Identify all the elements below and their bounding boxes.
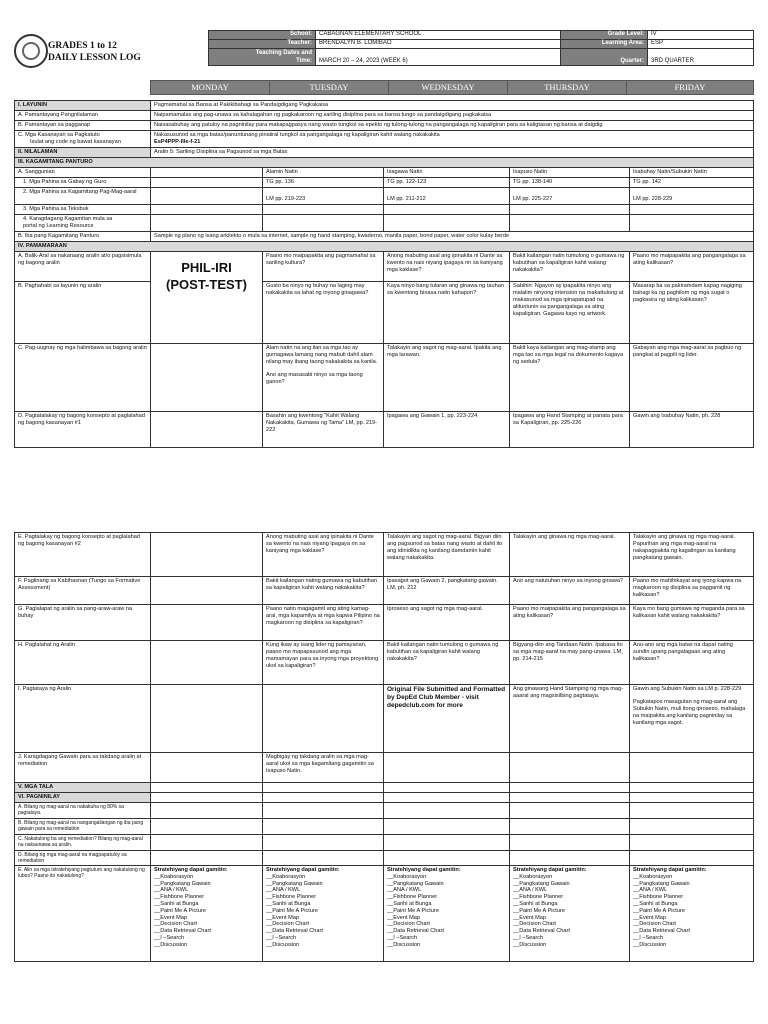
area-label: Learning Area: [561,40,648,49]
page-1 [0,0,768,488]
d2-label: D. Bilang ng mga mag-aaral na magpapatuloy sa remediation [15,851,151,866]
strat-list-tue: Stratehiyang dapat gamitin: __Koaborasyon __Pangkatang Gawain __ANA / KWL __Fishbone Planner __Sanhi at Bunga __Paint Me A Picture __Event Map __Decision Chart __Data Retrieval Chart __I –Search __Discussion [263,866,384,962]
quarter-label: Quarter: [561,49,648,66]
watermark-text: Original File Submitted and Formatted by DepEd Club Member - visit depedclub.com for more [384,685,510,753]
nilalaman-value: Aralin 5: Sariling Disiplina sa Pagsunod sa mga Batas [151,148,754,158]
iba-value: Sample ng plano ng isang arkitekto o mula sa internet, sample ng hand stamping, kwaderno, manila paper, bond paper, water color kulay berde [151,232,754,242]
gabay-label: 1. Mga Pahina sa Gabay ng Guro [15,178,151,188]
b2-label: B. Bilang ng mag-aaral na nangangailangan ng iba pang gawain para sa remediation [15,819,151,835]
j-label: J. Karagdagang Gawain para sa takdang aralin at remediation [15,753,151,783]
paghahabi-label: B. Paghahabi sa layunin ng aralin [15,282,151,344]
day-wednesday: WEDNESDAY [389,81,508,95]
a2-label: A. Bilang ng mag-aaral na nakakuha ng 80% sa pagtataya. [15,803,151,819]
lesson-table-1: I. LAYUNIN Pagmamahal sa Bansa at Pakikibahagi sa Pandaigdigang Pagkakaisa A. Pamantayang Pangnilalaman Naipamamalas ang pag-unawa sa kahalagahan ng pagkakaroon ng sariling disiplina para sa bansa tungo sa pandaigdigang pagkakaisa B. Pamantayan sa pagganap Naisasabuhay ang patuloy na pagninilay para makapagpasya nang wasto tungkol sa epekto ng tulong-tulong na pangangalaga ng kapaligiran para sa kaligtasan ng bansa at daigdig C. Mga Kasanayan sa Pagkatuto Isulat ang code ng bawat kasanayan Nakasusunod sa mga batas/panuntunang pinaiiral tungkol sa pangangalaga ng kapaligiran kahit walang nakakakita EsP4PPP-IIIe-f-21 II. NILALAMAN Aralin 5: Sariling Disiplina sa Pagsunod sa mga Batas III. KAGAMITANG PANTURO A. Sanggunian Alamin Natin Isagawa Natin Isapuso Natin Isabuhay Natin/Subukin Natin 1. Mga Pahina sa Gabay ng Guro TG pp. 136 TG pp. 122-123 TG pp. 138-140 TG pp. 142 2. Mga Pahina sa Kagamitang Pag-Mag-aaral LM pp. 219-223 LM pp. 211-212 LM pp. 225-227 LM pp. 228-229 3. Mga Pahina sa Teksbuk 4. Karagdagang Kagamitan mula sa portal ng Learning Resource B. Iba pang Kagamitang Panturo Sample ng plano ng isang arkitekto o mula sa internet, sample ng hand stamping, kwaderno, manila paper, bond paper, water color kulay berde IV. PAMAMARAAN A. Balik-Aral sa nakaraang aralin at/o pagsisimula ng bagong aralin PHIL-IRI (POST-TEST) Paano mo maipapakita ang pagmamahal sa sariling kultura? Anong mabuting asal ang ipinakita ni Dante sa kwento na nais niyang ipagaya rin sa kaniyang mga kaklase? Bakit kailangan natin tumulong o gumawa ng kabutihan sa kapaligiran kahit walang nakakakita? Paano mo maipapakita ang pangangalaga sa ating kalikasan? B. Paghahabi sa layunin ng aralin Gusto ba ninyo ng buhay na laging may nakakakita sa lahat ng inyong ginagawa? Kaya ninyo bang tularan ang ginawa ng tauhan sa kwentong binasa natin kahapon? Sabihin: Ngayon ay ipapakita ninyo ang malalim ninyong intension na makattulong at makasunod sa mga ipinapatupad na alituntunin sa pangangalaga sa ating kapaligiran. Gagawa kayo ng artwork. Masarap ba sa pakiramdam kapag nagiging bahagi ka ng paghilom ng mga sugat o pagkasira ng ating kalikasan? C. Pag-uugnay ng mga halimbawa sa bagong aralin Alam natin na ang ilan sa mga tao ay gumagawa lamang nang mabuti dahil alam nilang may ibang taong nakakakita sa kanila. Ano ang masasabi ninyo sa mga taong ganon? Talakayin ang sagot ng mag-aaral. Ipakita ang mga larawan. Bakit kaya kailangan ang mag-stamp ang mga tao sa mga legal na dokumento kagaya ng sedula? Gabayan ang mga mag-aaral sa pagbuo ng pangkat at pagpili ng lider. D. Pagtatalakay ng bagong konsepto at paglalahad ng bagong kasanayan #1 Basahin ang kwentong "Kahit Walang Nakakakita, Gumawa ng Tama" LM, pp. 219-222 Ipagawa ang Gawain 1, pp. 223-224 Ipagawa ang Hand Stamping at panata para sa Kapaligiran, pp. 225-226 Gawin ang Isabuhay Natin, ph. 228 [14,100,754,448]
sanggunian-label: A. Sanggunian [15,168,151,178]
v-label: V. MGA TALA [15,783,151,793]
kasanayan-label: C. Mga Kasanayan sa Pagkatuto Isulat ang code ng bawat kasanayan [15,131,151,148]
pamamaraan-label: IV. PAMAMARAAN [15,242,754,252]
pamantayan-value: Naipamamalas ang pag-unawa sa kahalagahan ng pagkakaroon ng sariling disiplina para sa bansa tungo sa pandaigdigang pagkakaisa [151,111,754,121]
balik-label: A. Balik-Aral sa nakaraang aralin at/o pagsisimula ng bagong aralin [15,252,151,282]
strat-list-wed: Stratehiyang dapat gamitin: __Koaborasyon __Pangkatang Gawain __ANA / KWL __Fishbone Planner __Sanhi at Bunga __Paint Me A Picture __Event Map __Decision Chart __Data Retrieval Chart __I –Search __Discussion [384,866,510,962]
strat-list-mon: Stratehiyang dapat gamitin: __Koaborasyon __Pangkatang Gawain __ANA / KWL __Fishbone Planner __Sanhi at Bunga __Paint Me A Picture __Event Map __Decision Chart __Data Retrieval Chart __I –Search __Discussion [151,866,263,962]
days-header [150,80,754,95]
col-isapuso: Isapuso Natin [510,168,630,178]
day-tuesday: TUESDAY [270,81,389,95]
f-label: F. Paglinang sa Kabihasnan (Tungo sa Formative Assessment) [15,577,151,605]
area-value: ESP [648,40,754,49]
pag-uugnay-label: C. Pag-uugnay ng mga halimbawa sa bagong aralin [15,344,151,412]
g-label: G. Paglalapat ng aralin sa pang-araw-araw na buhay [15,605,151,641]
nilalaman-label: II. NILALAMAN [15,148,151,158]
day-thursday: THURSDAY [508,81,627,95]
school-value: CABAGNAN ELEMENTARY SCHOOL [316,31,561,40]
layunin-value: Pagmamahal sa Bansa at Pakikibahagi sa Pandaigdigang Pagkakaisa [151,101,754,111]
teksbuk-label: 3. Mga Pahina sa Teksbuk [15,205,151,215]
grade-label: Grade Level: [561,31,648,40]
pagganap-label: B. Pamantayan sa pagganap [15,121,151,131]
kagamitan-mag-label: 2. Mga Pahina sa Kagamitang Pag-Mag-aaral [15,188,151,205]
page-2 [0,528,768,1024]
strat-list-thu: Stratehiyang dapat gamitin: __Koaborasyon __Pangkatang Gawain __ANA / KWL __Fishbone Planner __Sanhi at Bunga __Paint Me A Picture __Event Map __Decision Chart __Data Retrieval Chart __I –Search __Discussion [510,866,630,962]
title-line-2: DAILY LESSON LOG [48,53,141,63]
lesson-table-2: E. Pagtalakay ng bagong konsepto at paglalahad ng bagong kasanayan #2 Anong mabuting asal ang ipinakita ni Dante sa kwento na nais niyang ipagaya rin sa kaniyang mga kaklase? Talakayin ang sagot ng mag-aaral. Bigyan diin ang pagsunod sa batas nang wasto at dahil ito ang idinidikta ng kanilang damdamin kahit walang nakakakita. Talakayin ang ginawa ng mga mag-aaral. Talakayin ang ginawa ng mga mag-aaral. Papurihan ang mga mag-aaral na nakapagpakita ng kagalingan sa kanilang pangkatang gawain. F. Paglinang sa Kabihasnan (Tungo sa Formative Assessment) Bakit kailangan nating gumawa ng kabutihan sa kapaligiran kahit walang nakakakita? Ipasagot ang Gawain 2, pangkatang gawain. LM, ph. 212 Ano ang natutuhan ninyo sa inyong ginawa? Paano mo mahihikayat ang iyong kapwa na magkaroon ng disiplina sa paggamit ng kalikasan? G. Paglalapat ng aralin sa pang-araw-araw na buhay Paano natin magagamit ang ating kamag-aral, mga kapamilya at mga kapwa Pilipino na magkaroon ng disiplina sa kapaligiran? Iproseso ang sagot ng mga mag-aaral. Paano mo maipapakita ang pangangalaga sa ating kalikasan? Kaya mo bang gumawa ng maganda para sa kalikasan kahit walang nakakakita? H. Paglalahat ng Aralin Kung ikaw ay isang lider ng pamayanan, paano mo mapapasunod ang mga mamamayan para sa inyong mga proyektong ukol sa kapaligiran? Bakit kailangan natin tumulong o gumawa ng kabutihan sa kapaligiran kahit walang nakakakita? Bigyang-diin ang Tandaan Natin. Ipabasa ito sa mga mag-aaral na may pang-unawa. LM, pp. 214-215 Anu-ano ang mga batas na dapat nating sundin upang pangalagaan ang ating kalikasan? I. Pagtataya ng Aralin Original File Submitted and Formatted by DepEd Club Member - visit depedclub.com for more Ang ginawang Hand Stamping ng mga mag-aaaral ang magsisilbing pagtataya. Gawin ang Subukin Natin sa LM p. 228-229 Pagkatapos masagutan ng mag-aaral ang Subukin Natin, muli itong iproseso, mahalaga na maipakita ang kanilang pagninilay sa kanilang mga sagot. J. Karagdagang Gawain para sa takdang aralin at remediation Magbigay ng takdang aralin sa mga mag-aaral ukol sa mga kagamitang gagamitin sa Isapuso Natin. V. MGA TALA VI. PAGNINILAY A. Bilang ng mag-aaral na nakakuha ng 80% sa pagtataya. B. Bilang ng mag-aaral na nangangailangan ng iba pang gawain para sa remediation C. Nakatulong ba ang remediation? Bilang ng mag-aaral na nakaunawa sa aralin. D. Bilang ng mga mag-aaral na magpapatuloy sa remediation E. Alin sa mga istratehiyang pagtuturo ang nakatulong ng lubos? Paano ito nakatulong? Stratehiyang dapat gamitin: __Koaborasyon __Pangkatang Gawain __ANA / KWL __Fishbone Planner __Sanhi at Bunga __Paint Me A Picture __Event Map __Decision Chart __Data Retrieval Chart __I –Search __Discussion Stratehiyang dapat gamitin: __Koaborasyon __Pangkatang Gawain __ANA / KWL __Fishbone Planner __Sanhi at Bunga __Paint Me A Picture __Event Map __Decision Chart __Data Retrieval Chart __I –Search __Discussion Stratehiyang dapat gamitin: __Koaborasyon __Pangkatang Gawain __ANA / KWL __Fishbone Planner __Sanhi at Bunga __Paint Me A Picture __Event Map __Decision Chart __Data Retrieval Chart __I –Search __Discussion Stratehiyang dapat gamitin: __Koaborasyon __Pangkatang Gawain __ANA / KWL __Fishbone Planner __Sanhi at Bunga __Paint Me A Picture __Event Map __Decision Chart __Data Retrieval Chart __I –Search __Discussion Stratehiyang dapat gamitin: __Koaborasyon __Pangkatang Gawain __ANA / KWL __Fishbone Planner __Sanhi at Bunga __Paint Me A Picture __Event Map __Decision Chart __Data Retrieval Chart __I –Search __Discussion [14,532,754,962]
e2-label: E. Alin sa mga istratehiyang pagtuturo ang nakatulong ng lubos? Paano ito nakatulong? [15,866,151,962]
day-monday: MONDAY [151,81,270,95]
dll-title [48,40,141,64]
col-isagawa: Isagawa Natin [384,168,510,178]
i-label: I. Pagtataya ng Aralin [15,685,151,753]
kasanayan-value: Nakasusunod sa mga batas/panuntunang pinaiiral tungkol sa pangangalaga ng kapaligiran kahit walang nakakakita EsP4PPP-IIIe-f-21 [151,131,754,148]
layunin-label: I. LAYUNIN [15,101,151,111]
karagdagan-label: 4. Karagdagang Kagamitan mula sa portal ng Learning Resource [15,215,151,232]
strat-list-fri: Stratehiyang dapat gamitin: __Koaborasyon __Pangkatang Gawain __ANA / KWL __Fishbone Planner __Sanhi at Bunga __Paint Me A Picture __Event Map __Decision Chart __Data Retrieval Chart __I –Search __Discussion [630,866,754,962]
pamantayan-label: A. Pamantayang Pangnilalaman [15,111,151,121]
grade-value: IV [648,31,754,40]
vi-label: VI. PAGNINILAY [15,793,151,803]
school-label: School: [209,31,316,40]
title-line-1: GRADES 1 to 12 [48,41,117,51]
kagamitan-label: III. KAGAMITANG PANTURO [15,158,754,168]
pagtalakay1-label: D. Pagtatalakay ng bagong konsepto at paglalahad ng bagong kasanayan #1 [15,412,151,448]
pagganap-value: Naisasabuhay ang patuloy na pagninilay para makapagpasya nang wasto tungkol sa epekto ng tulong-tulong na pangangalaga ng kapaligiran para sa kaligtasan ng bansa at daigdig [151,121,754,131]
teacher-value: BRENDALYN B. LOMIBAO [316,40,561,49]
col-isabuhay: Isabuhay Natin/Subukin Natin [630,168,754,178]
day-friday: FRIDAY [627,81,754,95]
h-label: H. Paglalahat ng Aralin [15,641,151,685]
c2-label: C. Nakatulong ba ang remediation? Bilang ng mag-aaral na nakaunawa sa aralin. [15,835,151,851]
header-logo [14,32,144,70]
quarter-value: 3RD QUARTER [648,49,754,66]
info-table [208,30,754,66]
dates-value: MARCH 20 – 24, 2023 (WEEK 6) [316,49,561,66]
col-alamin: Alamin Natin [263,168,384,178]
teacher-label: Teacher: [209,40,316,49]
dates-label: Teaching Dates and Time: [209,49,316,66]
philiri-cell: PHIL-IRI (POST-TEST) [151,252,263,344]
e-label: E. Pagtalakay ng bagong konsepto at paglalahad ng bagong kasanayan #2 [15,533,151,577]
deped-seal-icon [14,34,48,68]
iba-label: B. Iba pang Kagamitang Panturo [15,232,151,242]
